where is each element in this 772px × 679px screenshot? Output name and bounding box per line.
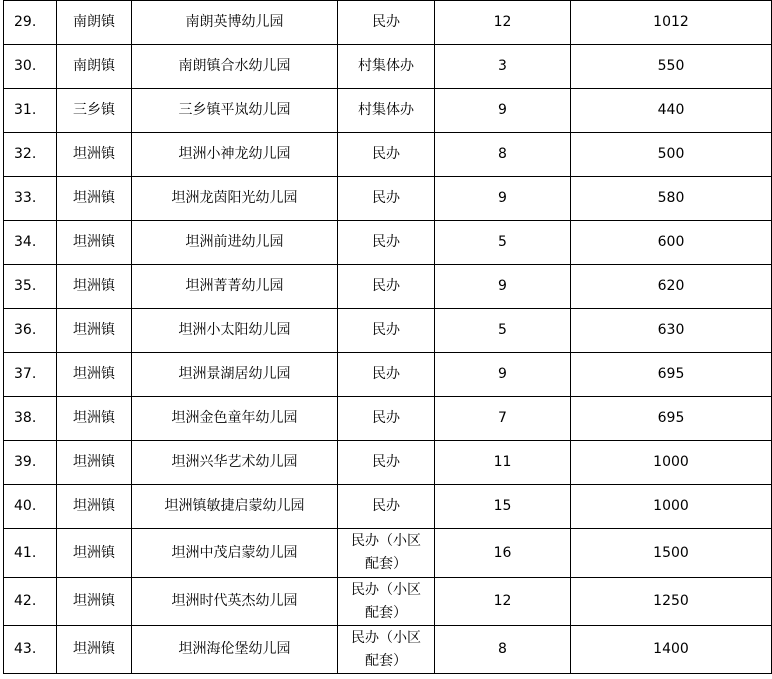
kindergarten-name-cell-text: 坦洲小神龙幼儿园 [178,146,291,162]
kindergarten-name-cell-text: 坦洲海伦堡幼儿园 [178,641,291,657]
town-cell-text: 坦洲镇 [73,234,115,250]
town-cell-text: 坦洲镇 [73,498,115,514]
capacity-cell [571,353,772,397]
class-count-cell [435,265,571,309]
capacity-cell-text: 695 [657,366,685,382]
row-number-cell-text: 35. [14,278,37,294]
class-count-cell-text: 9 [498,102,507,118]
class-count-cell-text: 5 [498,234,507,250]
class-count-cell-text: 7 [498,410,507,426]
table-row [4,485,772,529]
ownership-type-cell [338,353,435,397]
kindergarten-name-cell [132,529,338,578]
capacity-cell-text: 1000 [653,498,689,514]
ownership-type-cell [338,45,435,89]
table-row [4,265,772,309]
town-cell [57,133,132,177]
ownership-type-cell-text: 民办 [372,190,400,206]
row-number-cell [4,485,57,529]
town-cell [57,353,132,397]
town-cell [57,309,132,353]
row-number-cell-text: 42. [14,593,37,609]
capacity-cell [571,441,772,485]
class-count-cell [435,441,571,485]
town-cell [57,221,132,265]
row-number-cell [4,89,57,133]
class-count-cell [435,89,571,133]
class-count-cell [435,353,571,397]
row-number-cell [4,578,57,626]
table-row [4,1,772,45]
row-number-cell-text: 33. [14,190,37,206]
kindergarten-name-cell-text: 三乡镇平岚幼儿园 [178,102,291,118]
row-number-cell [4,1,57,45]
class-count-cell [435,133,571,177]
class-count-cell-text: 3 [498,58,507,74]
class-count-cell-text: 11 [493,454,512,470]
ownership-type-cell [338,265,435,309]
kindergarten-name-cell [132,1,338,45]
capacity-cell-text: 620 [657,278,685,294]
class-count-cell-text: 9 [498,366,507,382]
capacity-cell [571,1,772,45]
town-cell [57,45,132,89]
class-count-cell [435,309,571,353]
table-row [4,529,772,578]
kindergarten-name-cell-text: 南朗英博幼儿园 [185,14,284,30]
row-number-cell [4,626,57,674]
kindergarten-name-cell-text: 坦洲时代英杰幼儿园 [171,593,298,609]
row-number-cell-text: 31. [14,102,37,118]
row-number-cell-text: 34. [14,234,37,250]
capacity-cell-text: 695 [657,410,685,426]
row-number-cell-text: 43. [14,641,37,657]
ownership-type-cell [338,441,435,485]
ownership-type-cell-text: 民办 [372,410,400,426]
town-cell [57,1,132,45]
capacity-cell-text: 1000 [653,454,689,470]
row-number-cell-text: 40. [14,498,37,514]
class-count-cell-text: 9 [498,278,507,294]
ownership-type-cell [338,309,435,353]
town-cell-text: 坦洲镇 [73,544,115,561]
class-count-cell [435,485,571,529]
kindergarten-name-cell [132,133,338,177]
ownership-type-cell-text: 民办（小区配套） [351,533,421,572]
town-cell [57,626,132,674]
ownership-type-cell-text: 民办 [372,234,400,250]
row-number-cell [4,265,57,309]
kindergarten-name-cell-text: 坦洲龙茵阳光幼儿园 [171,190,298,206]
row-number-cell [4,353,57,397]
town-cell-text: 坦洲镇 [73,593,115,609]
ownership-type-cell-text: 民办 [372,278,400,294]
town-cell [57,397,132,441]
table-row [4,309,772,353]
capacity-cell [571,133,772,177]
class-count-cell [435,221,571,265]
ownership-type-cell-text: 民办 [372,322,400,338]
row-number-cell [4,45,57,89]
table-row [4,397,772,441]
town-cell-text: 坦洲镇 [73,641,115,657]
capacity-cell-text: 1400 [653,641,689,657]
class-count-cell [435,397,571,441]
ownership-type-cell-text: 民办（小区配套） [351,581,421,621]
ownership-type-cell-text: 民办 [372,14,400,30]
row-number-cell [4,177,57,221]
table-row [4,133,772,177]
row-number-cell-text: 30. [14,58,37,74]
capacity-cell [571,45,772,89]
row-number-cell-text: 36. [14,322,37,338]
kindergarten-name-cell [132,265,338,309]
row-number-cell [4,133,57,177]
kindergarten-name-cell [132,626,338,674]
table-row [4,177,772,221]
capacity-cell-text: 1012 [653,14,689,30]
kindergarten-table [3,0,772,674]
kindergarten-name-cell-text: 坦洲中茂启蒙幼儿园 [171,544,298,561]
kindergarten-name-cell-text: 坦洲菁菁幼儿园 [185,278,284,294]
class-count-cell [435,626,571,674]
town-cell-text: 坦洲镇 [73,322,115,338]
capacity-cell [571,626,772,674]
row-number-cell-text: 38. [14,410,37,426]
kindergarten-name-cell [132,89,338,133]
capacity-cell-text: 550 [657,58,685,74]
row-number-cell-text: 41. [14,544,37,561]
kindergarten-name-cell-text: 坦洲小太阳幼儿园 [178,322,291,338]
capacity-cell [571,529,772,578]
kindergarten-name-cell-text: 南朗镇合水幼儿园 [178,58,291,74]
town-cell [57,441,132,485]
capacity-cell [571,485,772,529]
capacity-cell-text: 600 [657,234,685,250]
row-number-cell-text: 37. [14,366,37,382]
ownership-type-cell-text: 民办 [372,498,400,514]
row-number-cell-text: 39. [14,454,37,470]
ownership-type-cell-text: 村集体办 [358,58,414,74]
ownership-type-cell [338,89,435,133]
ownership-type-cell-text: 民办 [372,366,400,382]
kindergarten-name-cell [132,45,338,89]
class-count-cell-text: 8 [498,641,507,657]
capacity-cell-text: 580 [657,190,685,206]
class-count-cell-text: 8 [498,146,507,162]
ownership-type-cell-text: 村集体办 [358,102,414,118]
row-number-cell [4,529,57,578]
capacity-cell [571,578,772,626]
town-cell-text: 坦洲镇 [73,410,115,426]
kindergarten-name-cell-text: 坦洲前进幼儿园 [185,234,284,250]
table-row [4,578,772,626]
row-number-cell [4,441,57,485]
class-count-cell [435,529,571,578]
kindergarten-name-cell [132,578,338,626]
class-count-cell [435,177,571,221]
ownership-type-cell [338,578,435,626]
capacity-cell-text: 1500 [653,544,689,561]
ownership-type-cell [338,177,435,221]
class-count-cell-text: 16 [493,544,512,561]
ownership-type-cell [338,485,435,529]
town-cell-text: 坦洲镇 [73,146,115,162]
capacity-cell [571,177,772,221]
row-number-cell [4,397,57,441]
town-cell [57,485,132,529]
class-count-cell-text: 15 [493,498,512,514]
town-cell-text: 南朗镇 [73,14,115,30]
town-cell [57,578,132,626]
ownership-type-cell-text: 民办 [372,146,400,162]
kindergarten-name-cell-text: 坦洲金色童年幼儿园 [171,410,298,426]
kindergarten-name-cell-text: 坦洲景湖居幼儿园 [178,366,291,382]
ownership-type-cell [338,397,435,441]
town-cell-text: 南朗镇 [73,58,115,74]
town-cell [57,89,132,133]
row-number-cell [4,309,57,353]
class-count-cell [435,1,571,45]
kindergarten-name-cell [132,441,338,485]
town-cell-text: 坦洲镇 [73,366,115,382]
town-cell [57,529,132,578]
capacity-cell-text: 1250 [653,593,689,609]
capacity-cell [571,397,772,441]
capacity-cell [571,221,772,265]
capacity-cell-text: 630 [657,322,685,338]
kindergarten-name-cell [132,397,338,441]
kindergarten-name-cell-text: 坦洲兴华艺术幼儿园 [171,454,298,470]
capacity-cell-text: 440 [657,102,685,118]
table-row [4,45,772,89]
town-cell [57,177,132,221]
kindergarten-name-cell [132,485,338,529]
kindergarten-name-cell [132,221,338,265]
capacity-cell-text: 500 [657,146,685,162]
row-number-cell [4,221,57,265]
ownership-type-cell-text: 民办 [372,454,400,470]
kindergarten-name-cell [132,353,338,397]
class-count-cell-text: 12 [493,14,512,30]
table-row [4,221,772,265]
capacity-cell [571,265,772,309]
class-count-cell [435,45,571,89]
table-row [4,353,772,397]
ownership-type-cell-text: 民办（小区配套） [351,629,421,669]
kindergarten-name-cell [132,309,338,353]
town-cell [57,265,132,309]
capacity-cell [571,89,772,133]
table-row [4,89,772,133]
kindergarten-name-cell [132,177,338,221]
kindergarten-name-cell-text: 坦洲镇敏捷启蒙幼儿园 [164,498,305,514]
ownership-type-cell [338,1,435,45]
class-count-cell-text: 12 [493,593,512,609]
town-cell-text: 坦洲镇 [73,454,115,470]
row-number-cell-text: 29. [14,14,37,30]
table-row [4,441,772,485]
town-cell-text: 坦洲镇 [73,278,115,294]
table-body [4,1,772,674]
ownership-type-cell [338,626,435,674]
class-count-cell-text: 9 [498,190,507,206]
class-count-cell [435,578,571,626]
town-cell-text: 三乡镇 [73,102,115,118]
table-row [4,626,772,674]
ownership-type-cell [338,133,435,177]
ownership-type-cell [338,221,435,265]
town-cell-text: 坦洲镇 [73,190,115,206]
ownership-type-cell [338,529,435,578]
row-number-cell-text: 32. [14,146,37,162]
capacity-cell [571,309,772,353]
class-count-cell-text: 5 [498,322,507,338]
